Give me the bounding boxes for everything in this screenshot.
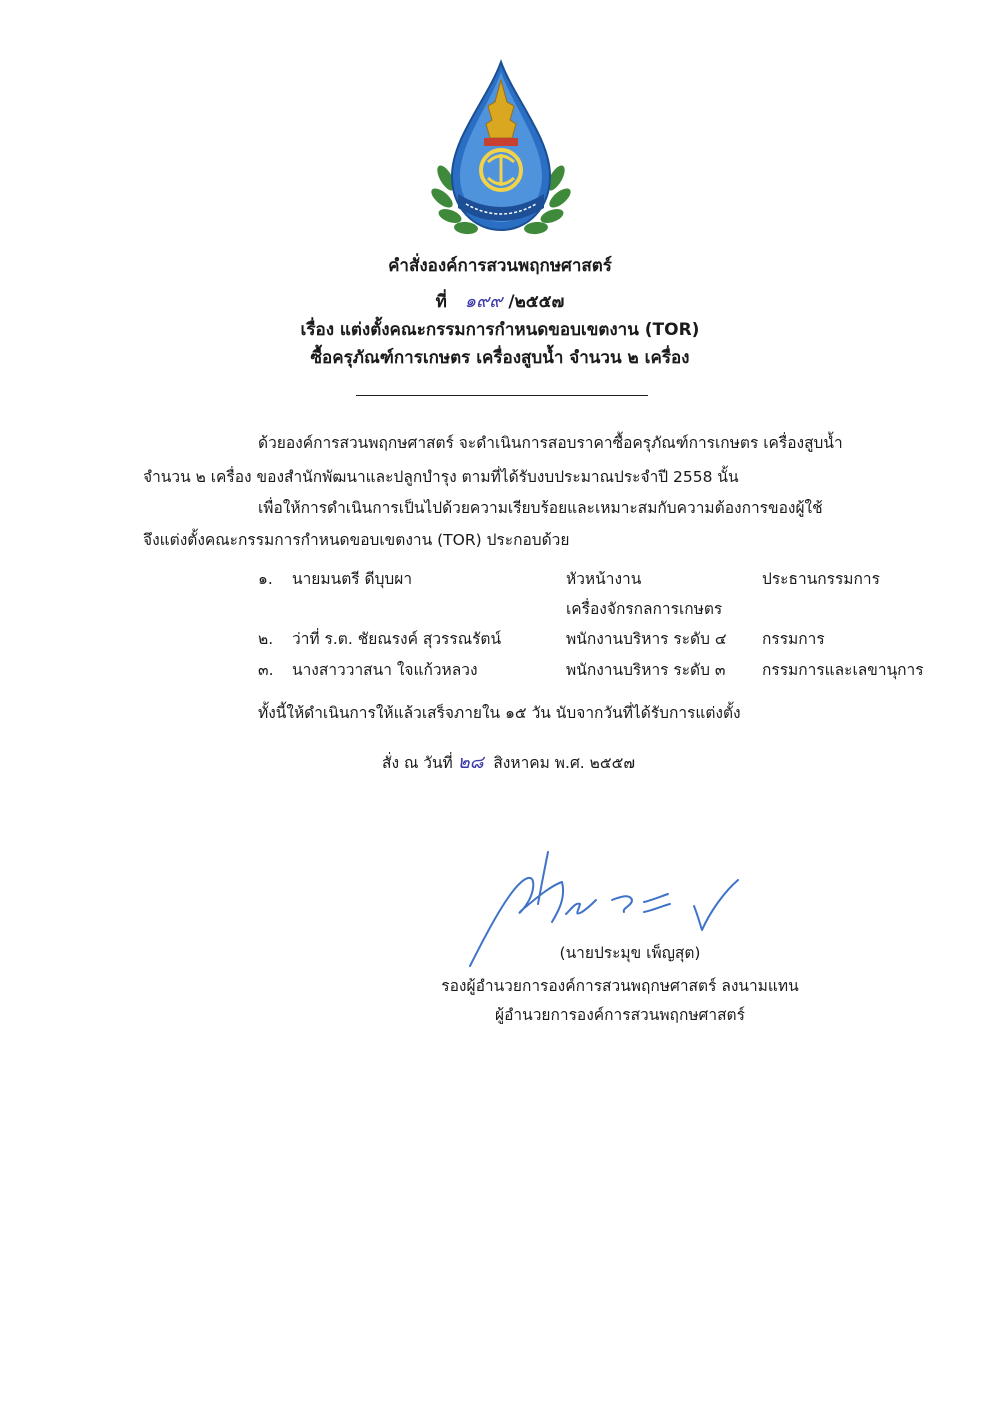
order-number xyxy=(0,286,1000,315)
member-role: กรรมการและเลขานุการ xyxy=(762,661,924,679)
order-number-suffix: /๒๕๕๗ xyxy=(508,292,565,312)
signatory-name: (นายประมุข เพ็ญสุต) xyxy=(559,944,701,962)
botanical-garden-emblem-icon xyxy=(428,58,574,240)
subject-line-2: ซื้อครุภัณฑ์การเกษตร เครื่องสูบน้ำ จำนวน ๒ เครื่อง xyxy=(310,348,690,368)
member-role: กรรมการ xyxy=(762,630,825,648)
member-position: พนักงานบริหาร ระดับ ๓ xyxy=(566,661,726,679)
order-date xyxy=(382,747,635,776)
member-name: นางสาววาสนา ใจแก้วหลวง xyxy=(292,661,478,679)
member-number: ๒. xyxy=(258,630,274,648)
paragraph-2-line-1: เพื่อให้การดำเนินการเป็นไปด้วยความเรียบร้อยและเหมาะสมกับความต้องการของผู้ใช้ xyxy=(258,499,823,517)
paragraph-2-line-2: จึงแต่งตั้งคณะกรรมการกำหนดขอบเขตงาน (TOR) ประกอบด้วย xyxy=(143,531,570,549)
paragraph-1-line-2: จำนวน ๒ เครื่อง ของสำนักพัฒนาและปลูกบำรุง ตามที่ได้รับงบประมาณประจำปี 2558 นั้น xyxy=(143,468,739,486)
member-number: ๓. xyxy=(258,661,274,679)
member-position-cont: เครื่องจักรกลการเกษตร xyxy=(566,600,723,618)
paragraph-1-line-1: ด้วยองค์การสวนพฤกษศาสตร์ จะดำเนินการสอบราคาซื้อครุภัณฑ์การเกษตร เครื่องสูบน้ำ xyxy=(258,434,843,452)
order-date-day-handwritten: ๒๘ xyxy=(457,752,484,773)
subject-line-1: เรื่อง แต่งตั้งคณะกรรมการกำหนดขอบเขตงาน (TOR) xyxy=(300,320,700,340)
member-number: ๑. xyxy=(258,570,273,588)
signatory-position-line-2: ผู้อำนวยการองค์การสวนพฤกษศาสตร์ xyxy=(495,1006,745,1024)
signatory-position-line-1: รองผู้อำนวยการองค์การสวนพฤกษศาสตร์ ลงนามแทน xyxy=(441,977,799,995)
member-role: ประธานกรรมการ xyxy=(762,570,880,588)
order-date-suffix: สิงหาคม พ.ศ. ๒๕๕๗ xyxy=(493,754,635,772)
order-title: คำสั่งองค์การสวนพฤกษศาสตร์ xyxy=(388,256,612,276)
closing-statement: ทั้งนี้ให้ดำเนินการให้แล้วเสร็จภายใน ๑๕ วัน นับจากวันที่ได้รับการแต่งตั้ง xyxy=(258,704,741,722)
header-divider xyxy=(356,395,648,396)
member-position: พนักงานบริหาร ระดับ ๔ xyxy=(566,630,727,648)
member-name: นายมนตรี ดีบุบผา xyxy=(292,570,413,588)
order-number-prefix: ที่ xyxy=(435,292,447,312)
member-position: หัวหน้างาน xyxy=(566,570,642,588)
order-date-prefix: สั่ง ณ วันที่ xyxy=(382,754,453,772)
member-name: ว่าที่ ร.ต. ชัยณรงค์ สุวรรณรัตน์ xyxy=(292,630,502,648)
order-number-handwritten: ๑๙๙ xyxy=(464,291,503,312)
